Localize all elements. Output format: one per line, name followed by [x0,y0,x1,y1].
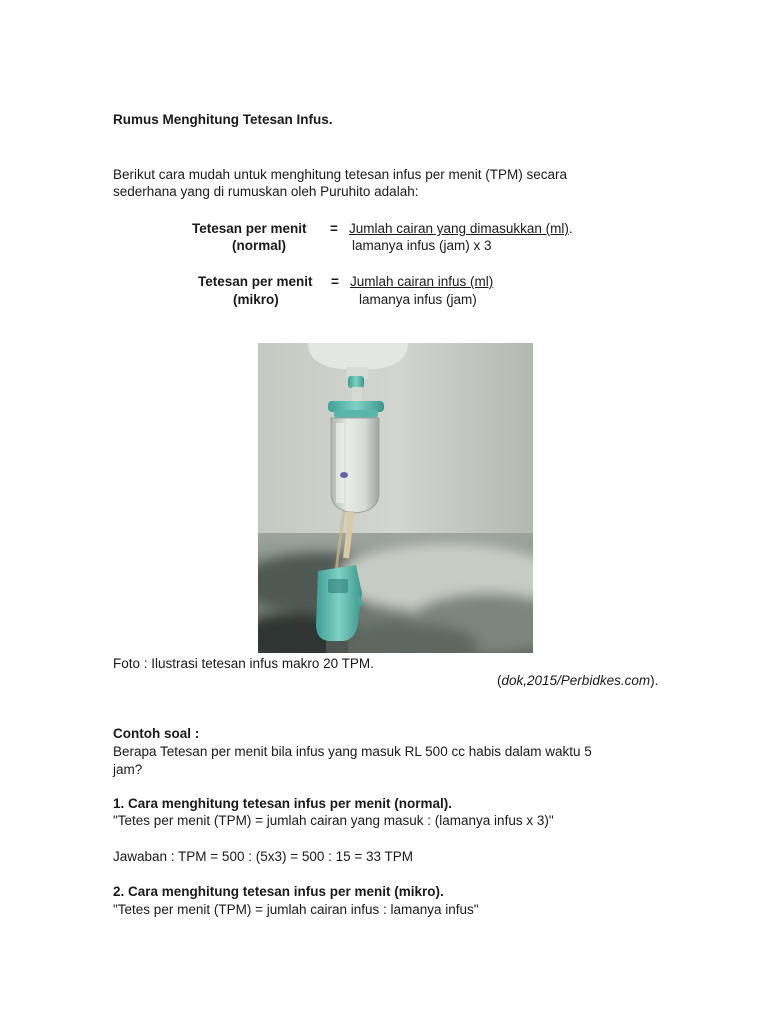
example-question-line-2: jam? [113,762,143,777]
formula-normal-numerator-wrap [349,220,573,237]
example-question-line-1: Berapa Tetesan per menit bila infus yang masuk RL 500 cc habis dalam waktu 5 [113,744,592,759]
formula-normal-numerator-trail: . [568,221,573,236]
photo-credit [497,672,658,689]
formula-mikro-numerator: Jumlah cairan infus (ml) [350,274,494,289]
photo-caption: Foto : Ilustrasi tetesan infus makro 20 TPM. [113,656,374,671]
method-1-answer: Jawaban : TPM = 500 : (5x3) = 500 : 15 = 33 TPM [113,849,414,864]
method-2-formula: "Tetes per menit (TPM) = jumlah cairan infus : lamanya infus" [113,902,479,917]
formula-normal-label: Tetesan per menit [192,221,307,236]
photo-credit-close: ). [650,673,659,688]
photo-credit-source: dok,2015/Perbidkes.com [501,673,651,688]
method-1-heading: 1. Cara menghitung tetesan infus per menit (normal). [113,796,453,811]
formula-normal-denominator: lamanya infus (jam) x 3 [352,238,492,253]
infusion-drip-photo [258,343,533,653]
formula-mikro-equals: = [331,274,339,289]
formula-normal-equals: = [330,221,338,236]
formula-mikro-denominator: lamanya infus (jam) [359,292,477,307]
example-heading: Contoh soal : [113,726,200,741]
method-1-formula: "Tetes per menit (TPM) = jumlah cairan yang masuk : (lamanya infus x 3)" [113,813,554,828]
method-2-heading: 2. Cara menghitung tetesan infus per menit (mikro). [113,884,444,899]
formula-mikro-label-sub: (mikro) [233,292,279,307]
intro-line-2: sederhana yang di rumuskan oleh Puruhito adalah: [113,184,419,199]
intro-line-1: Berikut cara mudah untuk menghitung tetesan infus per menit (TPM) secara [113,167,567,182]
formula-normal-label-sub: (normal) [232,238,286,253]
formula-normal-numerator: Jumlah cairan yang dimasukkan (ml) [349,221,569,236]
photo-credit-open: ( [497,673,502,688]
formula-mikro-label: Tetesan per menit [198,274,313,289]
page-title: Rumus Menghitung Tetesan Infus. [113,112,333,127]
